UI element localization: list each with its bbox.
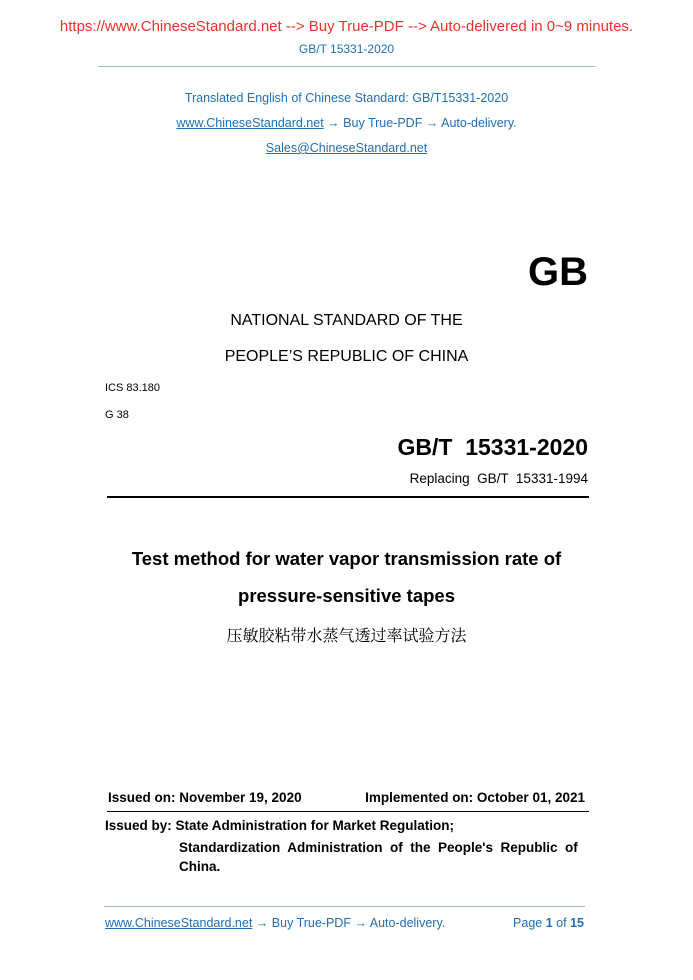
of-label: of <box>556 916 567 930</box>
footer-buy-line <box>105 916 445 930</box>
title-chinese: 压敏胶粘带水蒸气透过率试验方法 <box>226 626 467 645</box>
replacing-standard: Replacing GB/T 15331-1994 <box>409 471 588 486</box>
standard-divider <box>107 496 589 498</box>
footer-chinese-standard-link[interactable]: www.ChineseStandard.net <box>105 916 253 930</box>
ics-code: ICS 83.180 <box>105 382 161 394</box>
issued-divider <box>107 811 589 812</box>
header-divider <box>98 66 595 67</box>
sales-email-row <box>0 141 693 155</box>
issued-on: Issued on: November 19, 2020 <box>108 790 302 805</box>
translated-line: Translated English of Chinese Standard: GB/T15331-2020 <box>184 91 509 105</box>
issued-by-line3: China. <box>179 859 221 874</box>
page-indicator <box>513 916 584 930</box>
title-line1: Test method for water vapor transmission rate of <box>131 548 562 569</box>
header-standard-code: GB/T 15331-2020 <box>298 42 395 56</box>
gb-mark: GB <box>528 250 588 294</box>
standard-number: GB/T 15331-2020 <box>397 434 588 460</box>
issued-by-line2: Standardization Administration of the People's Republic of <box>179 840 578 855</box>
auto-delivery-text: Auto-delivery. <box>441 116 517 130</box>
page-label: Page <box>513 916 543 930</box>
sales-email-link[interactable]: Sales@ChineseStandard.net <box>265 141 428 155</box>
title-line2: pressure-sensitive tapes <box>238 585 455 606</box>
classification-code: G 38 <box>105 409 129 421</box>
buy-line <box>0 116 693 130</box>
buy-true-pdf-text: Buy True-PDF <box>343 116 423 130</box>
arrow-right-icon: → <box>354 916 367 930</box>
arrow-right-icon: → <box>425 116 439 130</box>
total-pages: 15 <box>570 916 584 930</box>
arrow-right-icon: → <box>255 916 269 930</box>
page-number: 1 <box>545 916 553 930</box>
footer-auto-delivery-text: Auto-delivery. <box>369 916 446 930</box>
national-standard-line1: NATIONAL STANDARD OF THE <box>230 312 463 329</box>
arrow-right-icon: → <box>327 116 340 130</box>
footer-buy-true-pdf-text: Buy True-PDF <box>271 916 351 930</box>
top-banner[interactable]: https://www.ChineseStandard.net --> Buy True-PDF --> Auto-delivered in 0~9 minutes. <box>59 18 634 35</box>
chinese-standard-link[interactable]: www.ChineseStandard.net <box>176 116 324 130</box>
footer-divider <box>104 906 585 907</box>
issued-by-line1: Issued by: State Administration for Market Regulation; <box>105 818 455 833</box>
national-standard-line2: PEOPLE’S REPUBLIC OF CHINA <box>224 348 469 365</box>
implemented-on: Implemented on: October 01, 2021 <box>365 790 585 805</box>
